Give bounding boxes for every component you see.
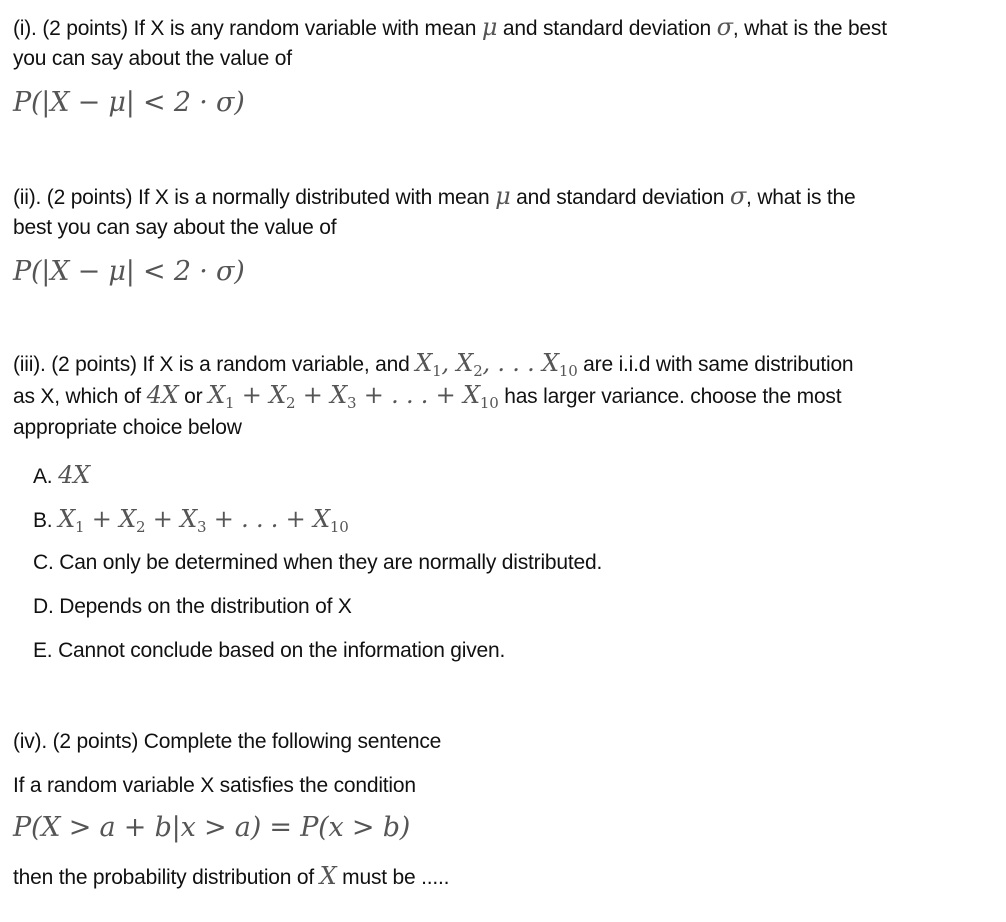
- q2-line2: best you can say about the value of: [13, 216, 337, 239]
- q1-line1: [13, 11, 887, 45]
- q3-text-post2: has larger variance. choose the most: [498, 385, 842, 408]
- q1-text-pre: (i). (2 points) If X is any random variable with mean: [13, 17, 482, 40]
- q4-line4: [13, 860, 449, 894]
- q4-text-pre: then the probability distribution of: [13, 866, 320, 889]
- q4-line2: If a random variable X satisfies the condition: [13, 774, 416, 797]
- q1-formula: P(|X − μ| < 2 · σ): [13, 87, 245, 118]
- option-e: E. Cannot conclude based on the information given.: [33, 639, 506, 662]
- option-b-label: B.: [33, 509, 59, 532]
- q4-text-post: must be .....: [336, 866, 450, 889]
- q3-text-post: are i.i.d with same distribution: [577, 353, 854, 376]
- q1-text-mid: and standard deviation: [497, 17, 717, 40]
- sigma-symbol: σ: [729, 182, 747, 210]
- mu-symbol: μ: [495, 182, 511, 210]
- x-variable: X: [319, 862, 337, 890]
- option-b-math: $X_1 + X_2 + X_3$ + . . . + $X_{10}$: [58, 505, 349, 536]
- sum-expr: $X_1 + X_2 + X_3$ + . . . + $X_{10}$: [208, 381, 499, 412]
- q3-text-or: or: [178, 385, 209, 408]
- q3-text-pre2: as X, which of: [13, 385, 147, 408]
- option-b: [33, 503, 349, 537]
- q2-text-mid: and standard deviation: [510, 186, 730, 209]
- q1-text-post: , what is the best: [732, 17, 887, 40]
- q3-line2: [13, 379, 841, 413]
- q2-text-post: , what is the: [746, 186, 856, 209]
- q2-formula: P(|X − μ| < 2 · σ): [13, 256, 245, 287]
- q4-formula: P(X > a + b|x > a) = P(x > b): [13, 812, 411, 843]
- four-x-expr: 4X: [146, 381, 179, 409]
- option-a-label: A.: [33, 465, 59, 488]
- q2-text-pre: (ii). (2 points) If X is a normally distributed with mean: [13, 186, 496, 209]
- q3-text-pre: (iii). (2 points) If X is a random variable, and: [13, 353, 416, 376]
- q2-line1: [13, 180, 856, 214]
- q3-line3: appropriate choice below: [13, 416, 242, 439]
- option-c: C. Can only be determined when they are normally distributed.: [33, 551, 603, 574]
- mu-symbol: μ: [481, 13, 498, 41]
- q4-line1: (iv). (2 points) Complete the following sentence: [13, 730, 442, 753]
- iid-sequence: $X_1$, $X_2$, . . . $X_{10}$: [415, 349, 578, 380]
- option-a-math: 4X: [58, 461, 91, 489]
- sigma-symbol: σ: [716, 13, 733, 41]
- q1-line2: you can say about the value of: [13, 47, 292, 70]
- q3-line1: [13, 347, 853, 381]
- option-a: [33, 459, 90, 493]
- option-d: D. Depends on the distribution of X: [33, 595, 352, 618]
